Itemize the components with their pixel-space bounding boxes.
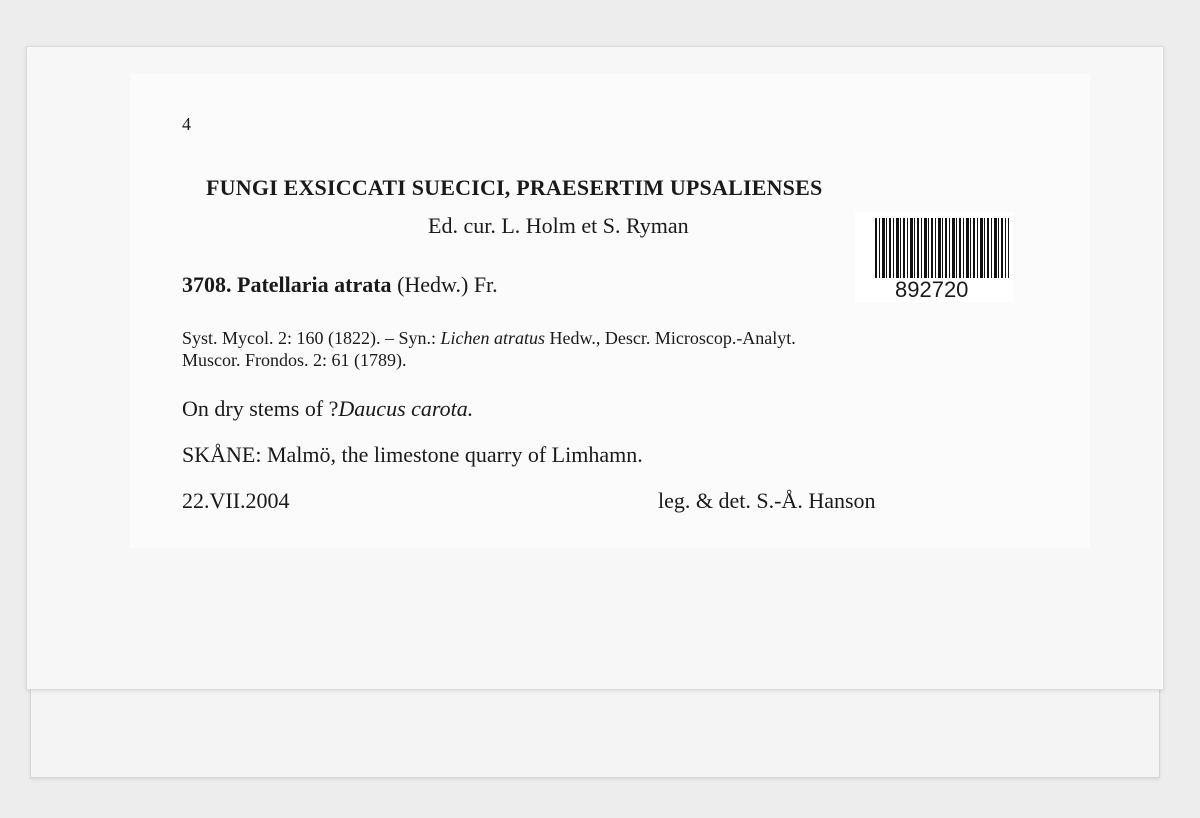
citation — [182, 327, 796, 371]
substrate-text: On dry stems of ? — [182, 396, 339, 421]
specimen-label — [130, 74, 1090, 548]
collector-line: leg. & det. S.-Å. Hanson — [658, 488, 876, 513]
species-number-name: 3708. Patellaria atrata — [182, 272, 392, 297]
barcode-number: 892720 — [895, 277, 969, 302]
citation-line-1 — [182, 327, 796, 349]
citation-line-2: Muscor. Frondos. 2: 61 (1789). — [182, 350, 407, 370]
collection-date: 22.VII.2004 — [182, 488, 290, 513]
barcode-bars — [875, 218, 1009, 278]
series-title: FUNGI EXSICCATI SUECICI, PRAESERTIM UPSALIENSES — [206, 175, 823, 200]
species-authority: (Hedw.) Fr. — [397, 272, 498, 297]
citation-text: Hedw., Descr. Microscop.-Analyt. — [545, 328, 796, 348]
barcode-sticker — [855, 212, 1013, 302]
citation-text: Syst. Mycol. 2: 160 (1822). – Syn.: — [182, 328, 441, 348]
locality-line: SKÅNE: Malmö, the limestone quarry of Limhamn. — [182, 442, 643, 467]
envelope-back-flap — [30, 682, 1160, 778]
species-line — [182, 272, 498, 298]
synonym-name: Lichen atratus — [440, 328, 546, 348]
substrate-line — [182, 396, 473, 422]
label-number: 4 — [182, 114, 191, 134]
host-species: Daucus carota. — [338, 396, 474, 421]
editors-line: Ed. cur. L. Holm et S. Ryman — [428, 213, 689, 238]
